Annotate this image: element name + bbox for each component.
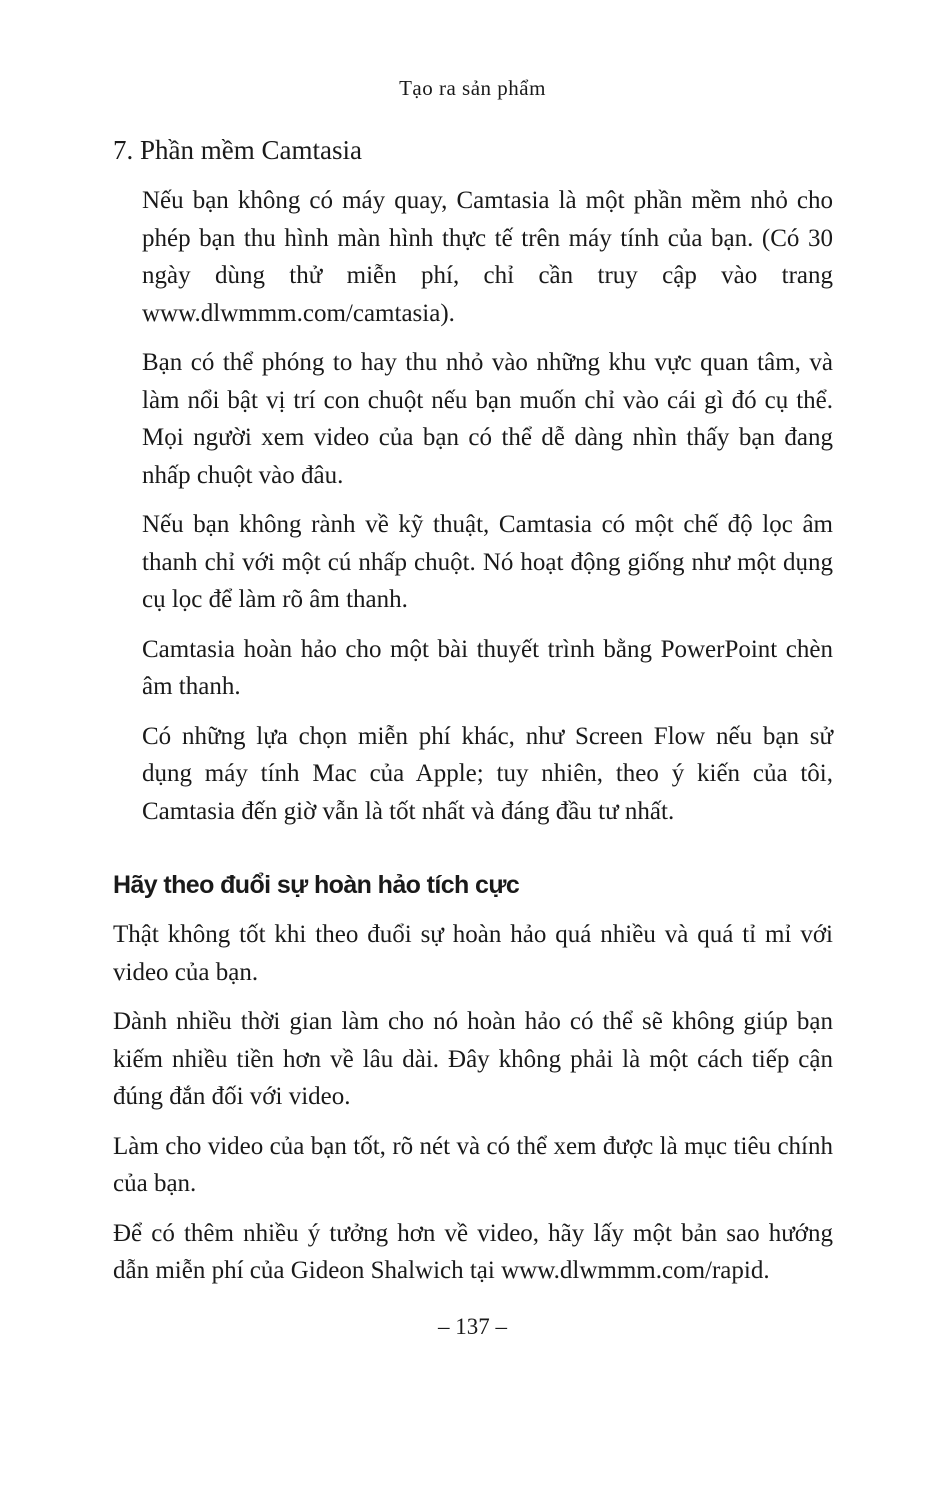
list-item-title: 7. Phần mềm Camtasia bbox=[113, 135, 362, 165]
paragraph: Dành nhiều thời gian làm cho nó hoàn hảo có thể sẽ không giúp bạn kiếm nhiều tiền hơn về lâu dài. Đây không phải là một cách tiếp cận đúng đắn đối với video. bbox=[113, 1008, 833, 1110]
section-heading: Hãy theo đuổi sự hoàn hảo tích cực bbox=[113, 871, 520, 899]
page-body bbox=[113, 130, 833, 1302]
paragraph: Bạn có thể phóng to hay thu nhỏ vào những khu vực quan tâm, và làm nổi bật vị trí con chuột nếu bạn muốn chỉ vào cái gì đó cụ thể. Mọi người xem video của bạn có thể dễ dàng nhìn thấy bạn đang nhấp chuột vào đâu. bbox=[142, 349, 833, 489]
list-item-body bbox=[113, 182, 833, 830]
paragraph: Làm cho video của bạn tốt, rõ nét và có thể xem được là mục tiêu chính của bạn. bbox=[113, 1132, 833, 1197]
paragraph: Có những lựa chọn miễn phí khác, như Screen Flow nếu bạn sử dụng máy tính Mac của Apple; tuy nhiên, theo ý kiến của tôi, Camtasia đến giờ vẫn là tốt nhất và đáng đầu tư nhất. bbox=[142, 722, 833, 825]
paragraph: Để có thêm nhiều ý tưởng hơn về video, hãy lấy một bản sao hướng dẫn miễn phí của Gideon Shalwich tại www.dlwmmm.com/rapid. bbox=[113, 1219, 833, 1284]
paragraph: Camtasia hoàn hảo cho một bài thuyết trình bằng PowerPoint chèn âm thanh. bbox=[142, 635, 833, 700]
paragraph: Nếu bạn không có máy quay, Camtasia là một phần mềm nhỏ cho phép bạn thu hình màn hình thực tế trên máy tính của bạn. (Có 30 ngày dùng thử miễn phí, chỉ cần truy cập vào trang www.dlwmmm.com/camtasia). bbox=[142, 187, 833, 327]
paragraph: Nếu bạn không rành về kỹ thuật, Camtasia có một chế độ lọc âm thanh chỉ với một cú nhấp chuột. Nó hoạt động giống như một dụng cụ lọc để làm rõ âm thanh. bbox=[142, 511, 833, 613]
page-number: – 137 – bbox=[438, 1314, 507, 1339]
running-header: Tạo ra sản phẩm bbox=[399, 76, 546, 100]
paragraph: Thật không tốt khi theo đuổi sự hoàn hảo quá nhiều và quá tỉ mỉ với video của bạn. bbox=[113, 921, 833, 986]
